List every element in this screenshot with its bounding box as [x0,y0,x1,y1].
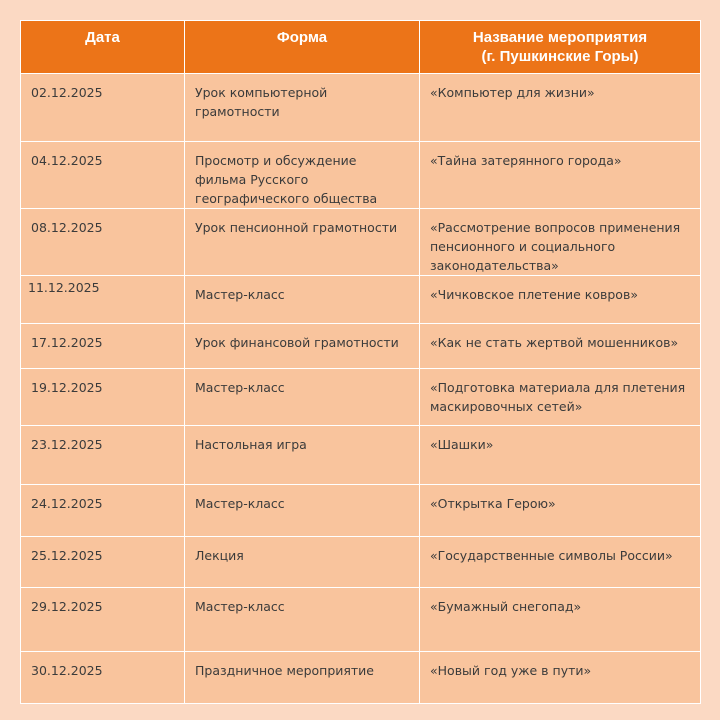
table-row [21,276,701,324]
cell-date: 17.12.2025 [21,324,185,369]
cell-form: Праздничное мероприятие [185,652,420,704]
table-row [21,74,701,142]
cell-event-name: «Чичковское плетение ковров» [420,276,701,324]
cell-date: 25.12.2025 [21,537,185,588]
cell-event-name: «Как не стать жертвой мошенников» [420,324,701,369]
cell-form: Настольная игра [185,426,420,485]
cell-form: Урок компьютерной грамотности [185,74,420,142]
cell-form: Урок пенсионной грамотности [185,209,420,276]
table-row [21,369,701,426]
table-row [21,209,701,276]
cell-form: Мастер-класс [185,588,420,652]
table-row [21,426,701,485]
cell-form: Мастер-класс [185,276,420,324]
cell-event-name: «Открытка Герою» [420,485,701,537]
cell-date: 24.12.2025 [21,485,185,537]
table-row [21,142,701,209]
cell-form: Мастер-класс [185,369,420,426]
cell-form: Мастер-класс [185,485,420,537]
cell-date: 19.12.2025 [21,369,185,426]
cell-event-name: «Подготовка материала для плетения маскировочных сетей» [420,369,701,426]
cell-event-name: «Шашки» [420,426,701,485]
cell-event-name: «Тайна затерянного города» [420,142,701,209]
header-event-name [420,21,701,74]
header-event-name-line2: (г. Пушкинские Горы) [481,48,639,65]
table-row [21,485,701,537]
cell-event-name: «Рассмотрение вопросов применения пенсионного и социального законодательства» [420,209,701,276]
cell-form: Лекция [185,537,420,588]
table-row [21,588,701,652]
cell-form: Просмотр и обсуждение фильма Русского географического общества [185,142,420,209]
cell-event-name: «Новый год уже в пути» [420,652,701,704]
cell-event-name: «Бумажный снегопад» [420,588,701,652]
cell-event-name: «Государственные символы России» [420,537,701,588]
header-date: Дата [21,21,185,74]
cell-event-name: «Компьютер для жизни» [420,74,701,142]
schedule-table [20,20,701,704]
cell-date: 30.12.2025 [21,652,185,704]
header-form: Форма [185,21,420,74]
table-row [21,652,701,704]
cell-date: 23.12.2025 [21,426,185,485]
cell-date: 04.12.2025 [21,142,185,209]
cell-form: Урок финансовой грамотности [185,324,420,369]
cell-date: 08.12.2025 [21,209,185,276]
table-row [21,537,701,588]
cell-date: 11.12.2025 [21,276,185,324]
table-row [21,324,701,369]
cell-date: 29.12.2025 [21,588,185,652]
cell-date: 02.12.2025 [21,74,185,142]
header-row [21,21,701,74]
header-event-name-line1: Название мероприятия [472,29,648,46]
